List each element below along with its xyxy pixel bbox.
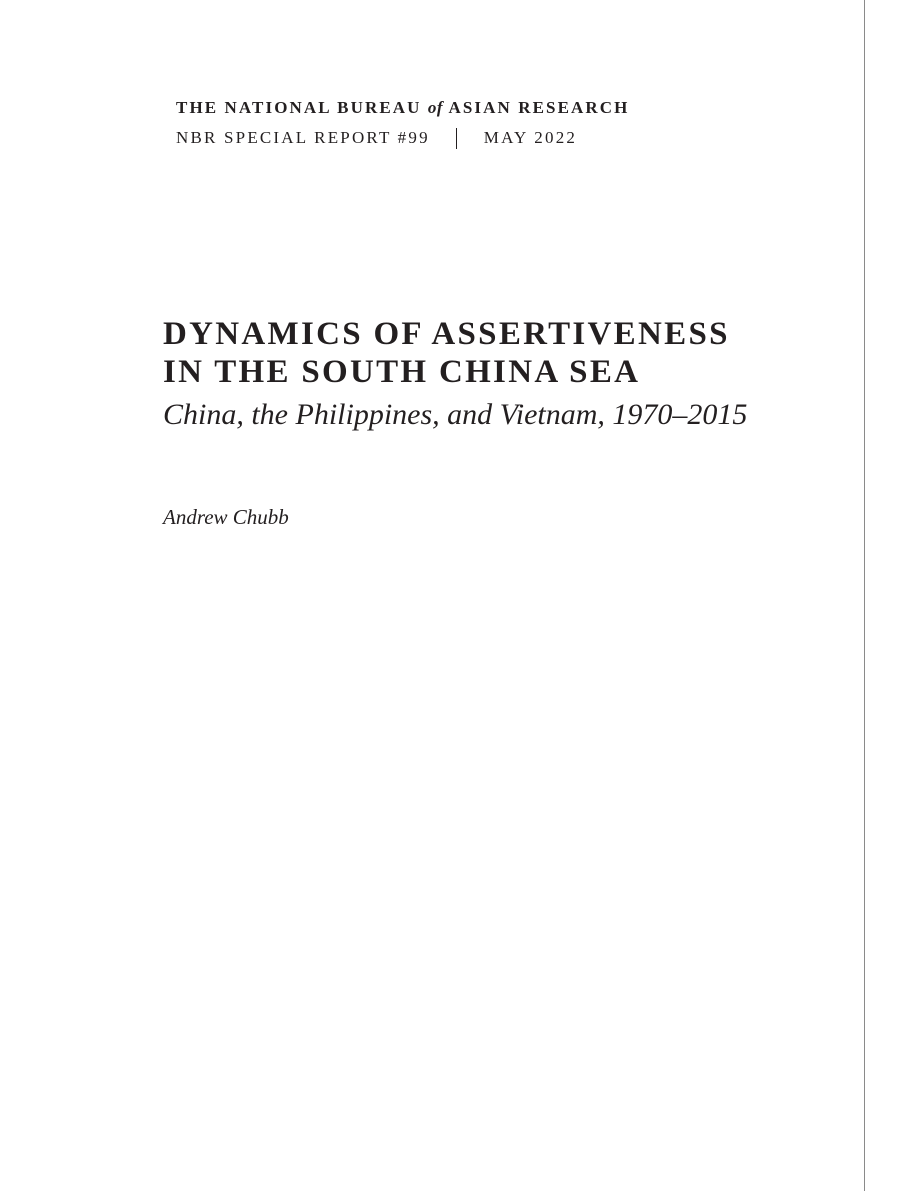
subtitle: China, the Philippines, and Vietnam, 1970–2015 [163, 398, 748, 431]
report-info-line [176, 126, 816, 150]
organization-name [176, 96, 816, 120]
report-label: NBR SPECIAL REPORT #99 [176, 128, 430, 147]
org-name-part2: ASIAN RESEARCH [443, 98, 630, 117]
page-edge-line [864, 0, 865, 1191]
title-line-2: IN THE SOUTH CHINA SEA [163, 354, 641, 390]
report-separator [456, 128, 457, 149]
report-date: MAY 2022 [483, 128, 578, 147]
org-name-of: of [427, 98, 444, 117]
author-name: Andrew Chubb [163, 505, 289, 529]
org-name-part1: THE NATIONAL BUREAU [176, 98, 428, 117]
title-block [163, 315, 843, 433]
masthead [176, 96, 816, 150]
title-line-1: DYNAMICS OF ASSERTIVENESS [163, 316, 730, 352]
